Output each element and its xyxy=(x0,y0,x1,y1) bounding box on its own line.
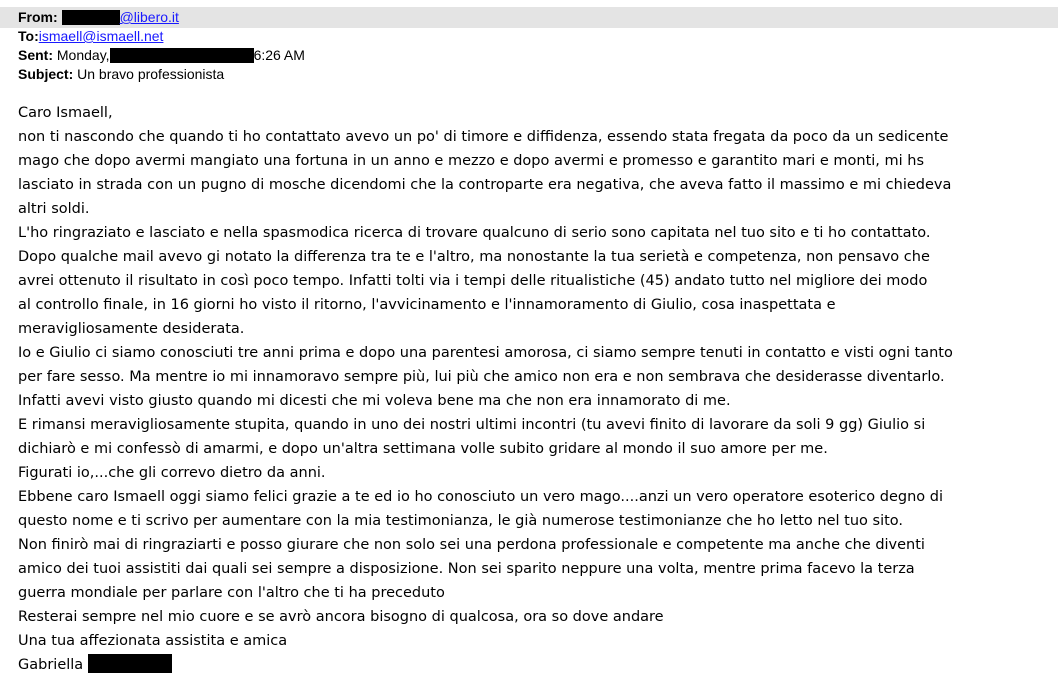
body-line: mago che dopo avermi mangiato una fortuna in un anno e mezzo e dopo avermi e promesso e garantito mari e monti, mi hs xyxy=(18,153,925,169)
from-label: From: xyxy=(18,9,58,25)
body-line: Figurati io,...che gli correvo dietro da anni. xyxy=(18,465,326,481)
signature-line xyxy=(18,653,1053,677)
body-line: dichiarò e mi confessò di amarmi, e dopo un'altra settimana volle subito gridare al mondo il suo amore per me. xyxy=(18,441,828,457)
signature-name: Gabriella xyxy=(18,657,84,673)
body-line: L'ho ringraziato e lasciato e nella spasmodica ricerca di trovare qualcuno di serio sono capitata nel tuo sito e ti ho contattato. xyxy=(18,225,931,241)
subject-row xyxy=(18,66,224,83)
body-line: Resterai sempre nel mio cuore e se avrò ancora bisogno di qualcosa, ora so dove andare xyxy=(18,609,664,625)
subject-label: Subject: xyxy=(18,66,74,82)
to-address[interactable]: ismaell@ismaell.net xyxy=(38,28,164,44)
body-line: amico dei tuoi assistiti dai quali sei sempre a disposizione. Non sei sparito neppure una volta, mentre prima facevo la terza xyxy=(18,561,915,577)
redacted-date xyxy=(110,48,254,63)
body-line: questo nome e ti scrivo per aumentare con la mia testimonianza, le già numerose testimonianze che ho letto nel tuo sito. xyxy=(18,513,904,529)
sent-time: 6:26 AM xyxy=(253,47,305,63)
body-line: Una tua affezionata assistita e amica xyxy=(18,633,288,649)
sent-day: Monday, xyxy=(56,47,110,63)
body-line: lasciato in strada con un pugno di mosche dicendomi che la controparte era negativa, che aveva fatto il massimo e mi chiedeva xyxy=(18,177,952,193)
body-line: meravigliosamente desiderata. xyxy=(18,321,245,337)
from-address[interactable]: @libero.it xyxy=(119,9,179,25)
body-line: avrei ottenuto il risultato in così poco tempo. Infatti tolti via i tempi delle ritualistiche (45) andato tutto nel migliore dei modo xyxy=(18,273,928,289)
body-line: al controllo finale, in 16 giorni ho visto il ritorno, l'avvicinamento e l'innamoramento di Giulio, cosa inaspettata e xyxy=(18,297,836,313)
email-body xyxy=(18,101,1053,677)
subject-value: Un bravo professionista xyxy=(77,66,225,82)
redacted-surname xyxy=(88,654,172,673)
to-label: To: xyxy=(18,28,39,44)
sent-row xyxy=(18,47,305,64)
body-line: Dopo qualche mail avevo gi notato la differenza tra te e l'altro, ma nonostante la tua serietà e competenza, non pensavo che xyxy=(18,249,930,265)
body-line: Caro Ismaell, xyxy=(18,105,113,121)
to-row xyxy=(18,28,163,45)
from-row xyxy=(18,9,179,26)
body-line: Ebbene caro Ismaell oggi siamo felici grazie a te ed io ho conosciuto un vero mago....anzi un vero operatore esoterico degno di xyxy=(18,489,943,505)
body-line: E rimansi meravigliosamente stupita, quando in uno dei nostri ultimi incontri (tu avevi finito di lavorare da soli 9 gg) Giulio si xyxy=(18,417,926,433)
sent-label: Sent: xyxy=(18,47,53,63)
body-line: non ti nascondo che quando ti ho contattato avevo un po' di timore e diffidenza, essendo stata fregata da poco da un sedicente xyxy=(18,129,949,145)
body-line: Non finirò mai di ringraziarti e posso giurare che non solo sei una perdona professionale e competente ma anche che diventi xyxy=(18,537,925,553)
body-line: guerra mondiale per parlare con l'altro che ti ha preceduto xyxy=(18,585,445,601)
redacted-sender-name xyxy=(62,10,120,25)
body-line: per fare sesso. Ma mentre io mi innamoravo sempre più, lui più che amico non era e non sembrava che desiderasse diventarlo. xyxy=(18,369,945,385)
body-line: altri soldi. xyxy=(18,201,90,217)
body-line: Io e Giulio ci siamo conosciuti tre anni prima e dopo una parentesi amorosa, ci siamo sempre tenuti in contatto e visti ogni tanto xyxy=(18,345,953,361)
body-line: Infatti avevi visto giusto quando mi dicesti che mi voleva bene ma che non era innamorato di me. xyxy=(18,393,731,409)
